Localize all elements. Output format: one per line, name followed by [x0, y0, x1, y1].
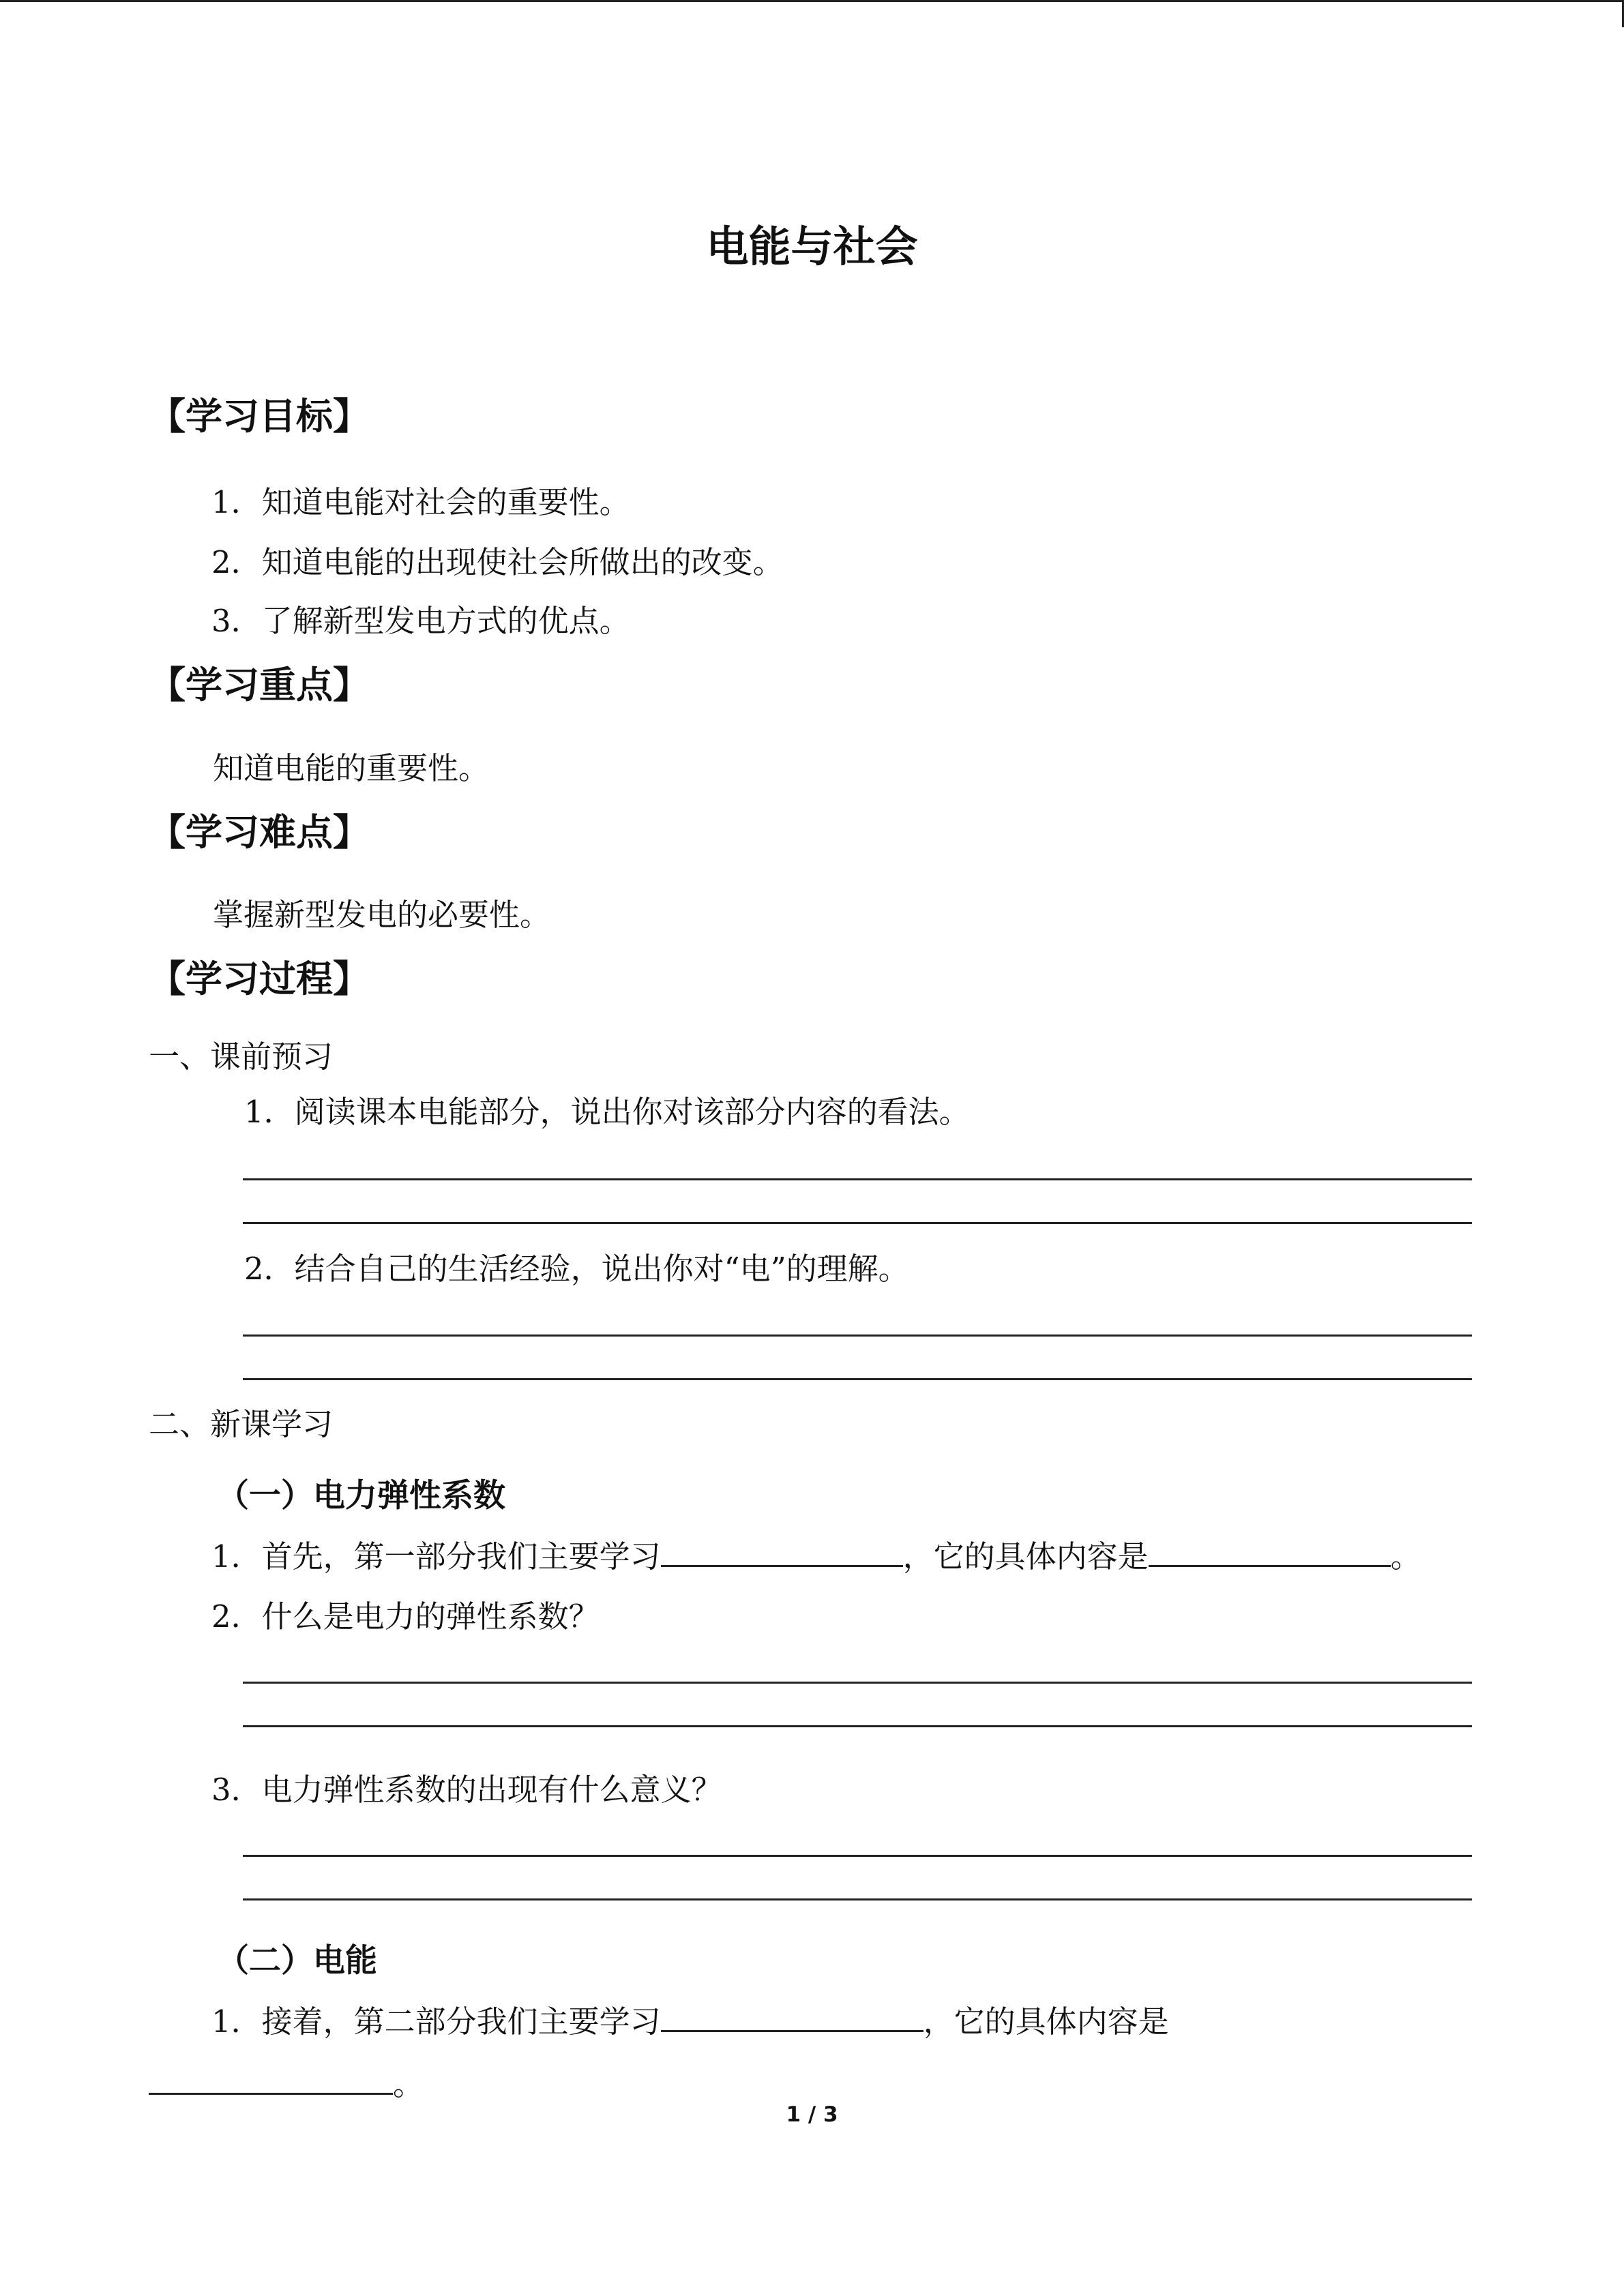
goal-item-2: 2．知道电能的出现使社会所做出的改变。 — [211, 544, 784, 580]
part2-title: （二）电能 — [217, 1942, 377, 1980]
fill-blank[interactable] — [149, 2066, 393, 2095]
part1-question-1 — [211, 1532, 1421, 1576]
preview-heading: 一、课前预习 — [149, 1039, 334, 1075]
heading-goals: 【学习目标】 — [149, 395, 370, 438]
part2-q1-text-b: ，它的具体内容是 — [923, 2003, 1169, 2040]
preview-question-2: 2．结合自己的生活经验，说出你对“电”的理解。 — [244, 1251, 909, 1287]
fill-blank[interactable] — [661, 1538, 903, 1567]
part2-q1-text-c: 。 — [393, 2066, 424, 2102]
answer-line[interactable] — [243, 1898, 1472, 1900]
heading-difficulty: 【学习难点】 — [149, 811, 370, 854]
heading-focus: 【学习重点】 — [149, 664, 370, 706]
part1-question-3: 3．电力弹性系数的出现有什么意义？ — [211, 1772, 722, 1808]
answer-line[interactable] — [243, 1222, 1472, 1224]
answer-line[interactable] — [243, 1335, 1472, 1337]
fill-blank[interactable] — [661, 2003, 924, 2032]
page-title: 电能与社会 — [706, 222, 918, 271]
part2-question-1-cont — [149, 2059, 424, 2104]
part1-question-2: 2．什么是电力的弹性系数？ — [211, 1598, 600, 1635]
part2-q1-text-a: 1．接着，第二部分我们主要学习 — [211, 2003, 661, 2040]
preview-question-1: 1．阅读课本电能部分，说出你对该部分内容的看法。 — [244, 1094, 970, 1130]
part1-q1-text-a: 1．首先，第一部分我们主要学习 — [211, 1538, 661, 1575]
fill-blank[interactable] — [1149, 1538, 1391, 1567]
part2-question-1 — [211, 1997, 1169, 2041]
answer-line[interactable] — [243, 1378, 1472, 1380]
difficulty-text: 掌握新型发电的必要性。 — [213, 897, 551, 933]
answer-line[interactable] — [243, 1725, 1472, 1727]
part1-title: （一）电力弹性系数 — [217, 1477, 505, 1515]
goal-item-3: 3．了解新型发电方式的优点。 — [211, 603, 630, 639]
part1-q1-text-b: ，它的具体内容是 — [902, 1538, 1149, 1575]
page-top-border — [0, 0, 1624, 2]
heading-process: 【学习过程】 — [149, 957, 370, 1000]
answer-line[interactable] — [243, 1855, 1472, 1857]
answer-line[interactable] — [243, 1178, 1472, 1180]
part1-q1-text-c: 。 — [1390, 1538, 1421, 1575]
goal-item-1: 1．知道电能对社会的重要性。 — [211, 484, 630, 520]
page-number: 1 / 3 — [786, 2102, 838, 2127]
newlesson-heading: 二、新课学习 — [149, 1406, 334, 1442]
focus-text: 知道电能的重要性。 — [213, 750, 490, 786]
answer-line[interactable] — [243, 1682, 1472, 1684]
